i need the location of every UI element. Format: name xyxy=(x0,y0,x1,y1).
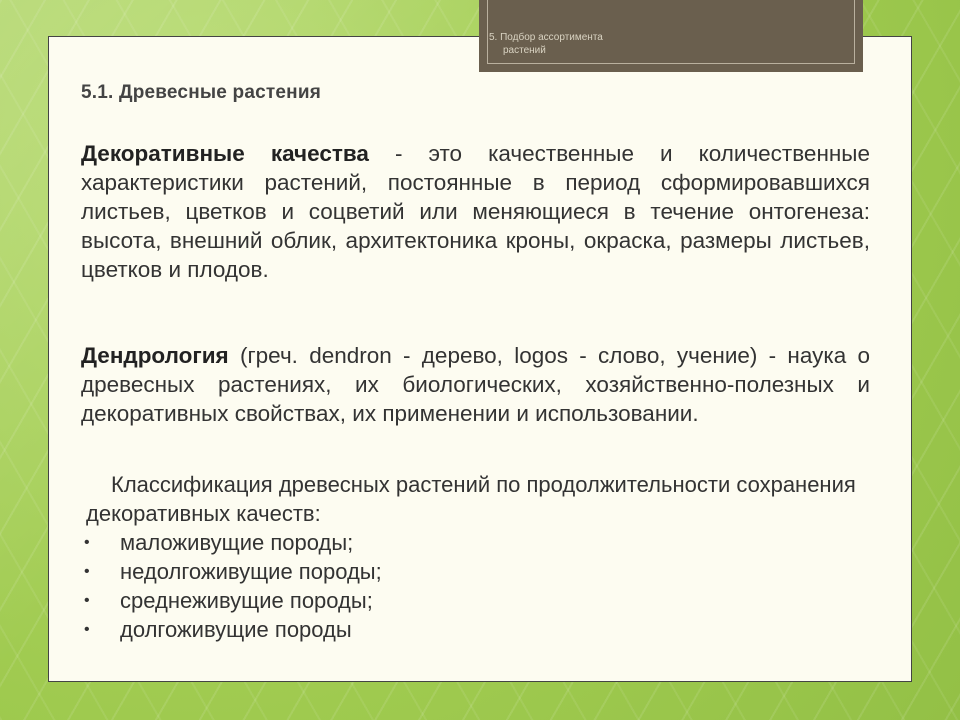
classification-list xyxy=(81,528,382,644)
bullet-icon: • xyxy=(84,563,90,580)
section-tab-label xyxy=(489,31,669,57)
section-tab xyxy=(479,0,863,72)
bullet-icon: • xyxy=(84,534,90,551)
definition-decorative-qualities: - это качественные и количественные характеристики растений, постоянные в период сформировавшихся листьев, цветков и соцветий или меняющиеся в течение онтогенеза: высота, внешний облик, архитектоника кроны, окраска, размеры листьев, цветков и плодов. xyxy=(81,141,870,282)
term-dendrology: Дендрология xyxy=(81,343,229,368)
classification-intro: Классификация древесных растений по продолжительности сохранения декоративных качеств: xyxy=(86,472,856,526)
term-decorative-qualities: Декоративные качества xyxy=(81,141,369,166)
bullet-icon: • xyxy=(84,621,90,638)
section-tab-line2: растений xyxy=(503,45,546,56)
list-item xyxy=(81,557,382,586)
section-tab-line1: 5. Подбор ассортимента xyxy=(489,32,603,43)
paragraph-dendrology xyxy=(81,341,870,428)
list-item xyxy=(81,528,382,557)
definition-dendrology: (греч. dendron - дерево, logos - слово, учение) - наука о древесных растениях, их биологических, хозяйственно-полезных и декоративных свойствах, их применении и использовании. xyxy=(81,343,870,426)
list-item-text: недолгоживущие породы; xyxy=(120,559,382,584)
list-item-text: долгоживущие породы xyxy=(120,617,352,642)
bullet-icon: • xyxy=(84,592,90,609)
list-item xyxy=(81,586,382,615)
paragraph-decorative-qualities xyxy=(81,139,870,284)
list-item-text: среднеживущие породы; xyxy=(120,588,373,613)
list-item-text: маложивущие породы; xyxy=(120,530,354,555)
section-heading: 5.1. Древесные растения xyxy=(81,82,321,103)
list-item xyxy=(81,615,382,644)
